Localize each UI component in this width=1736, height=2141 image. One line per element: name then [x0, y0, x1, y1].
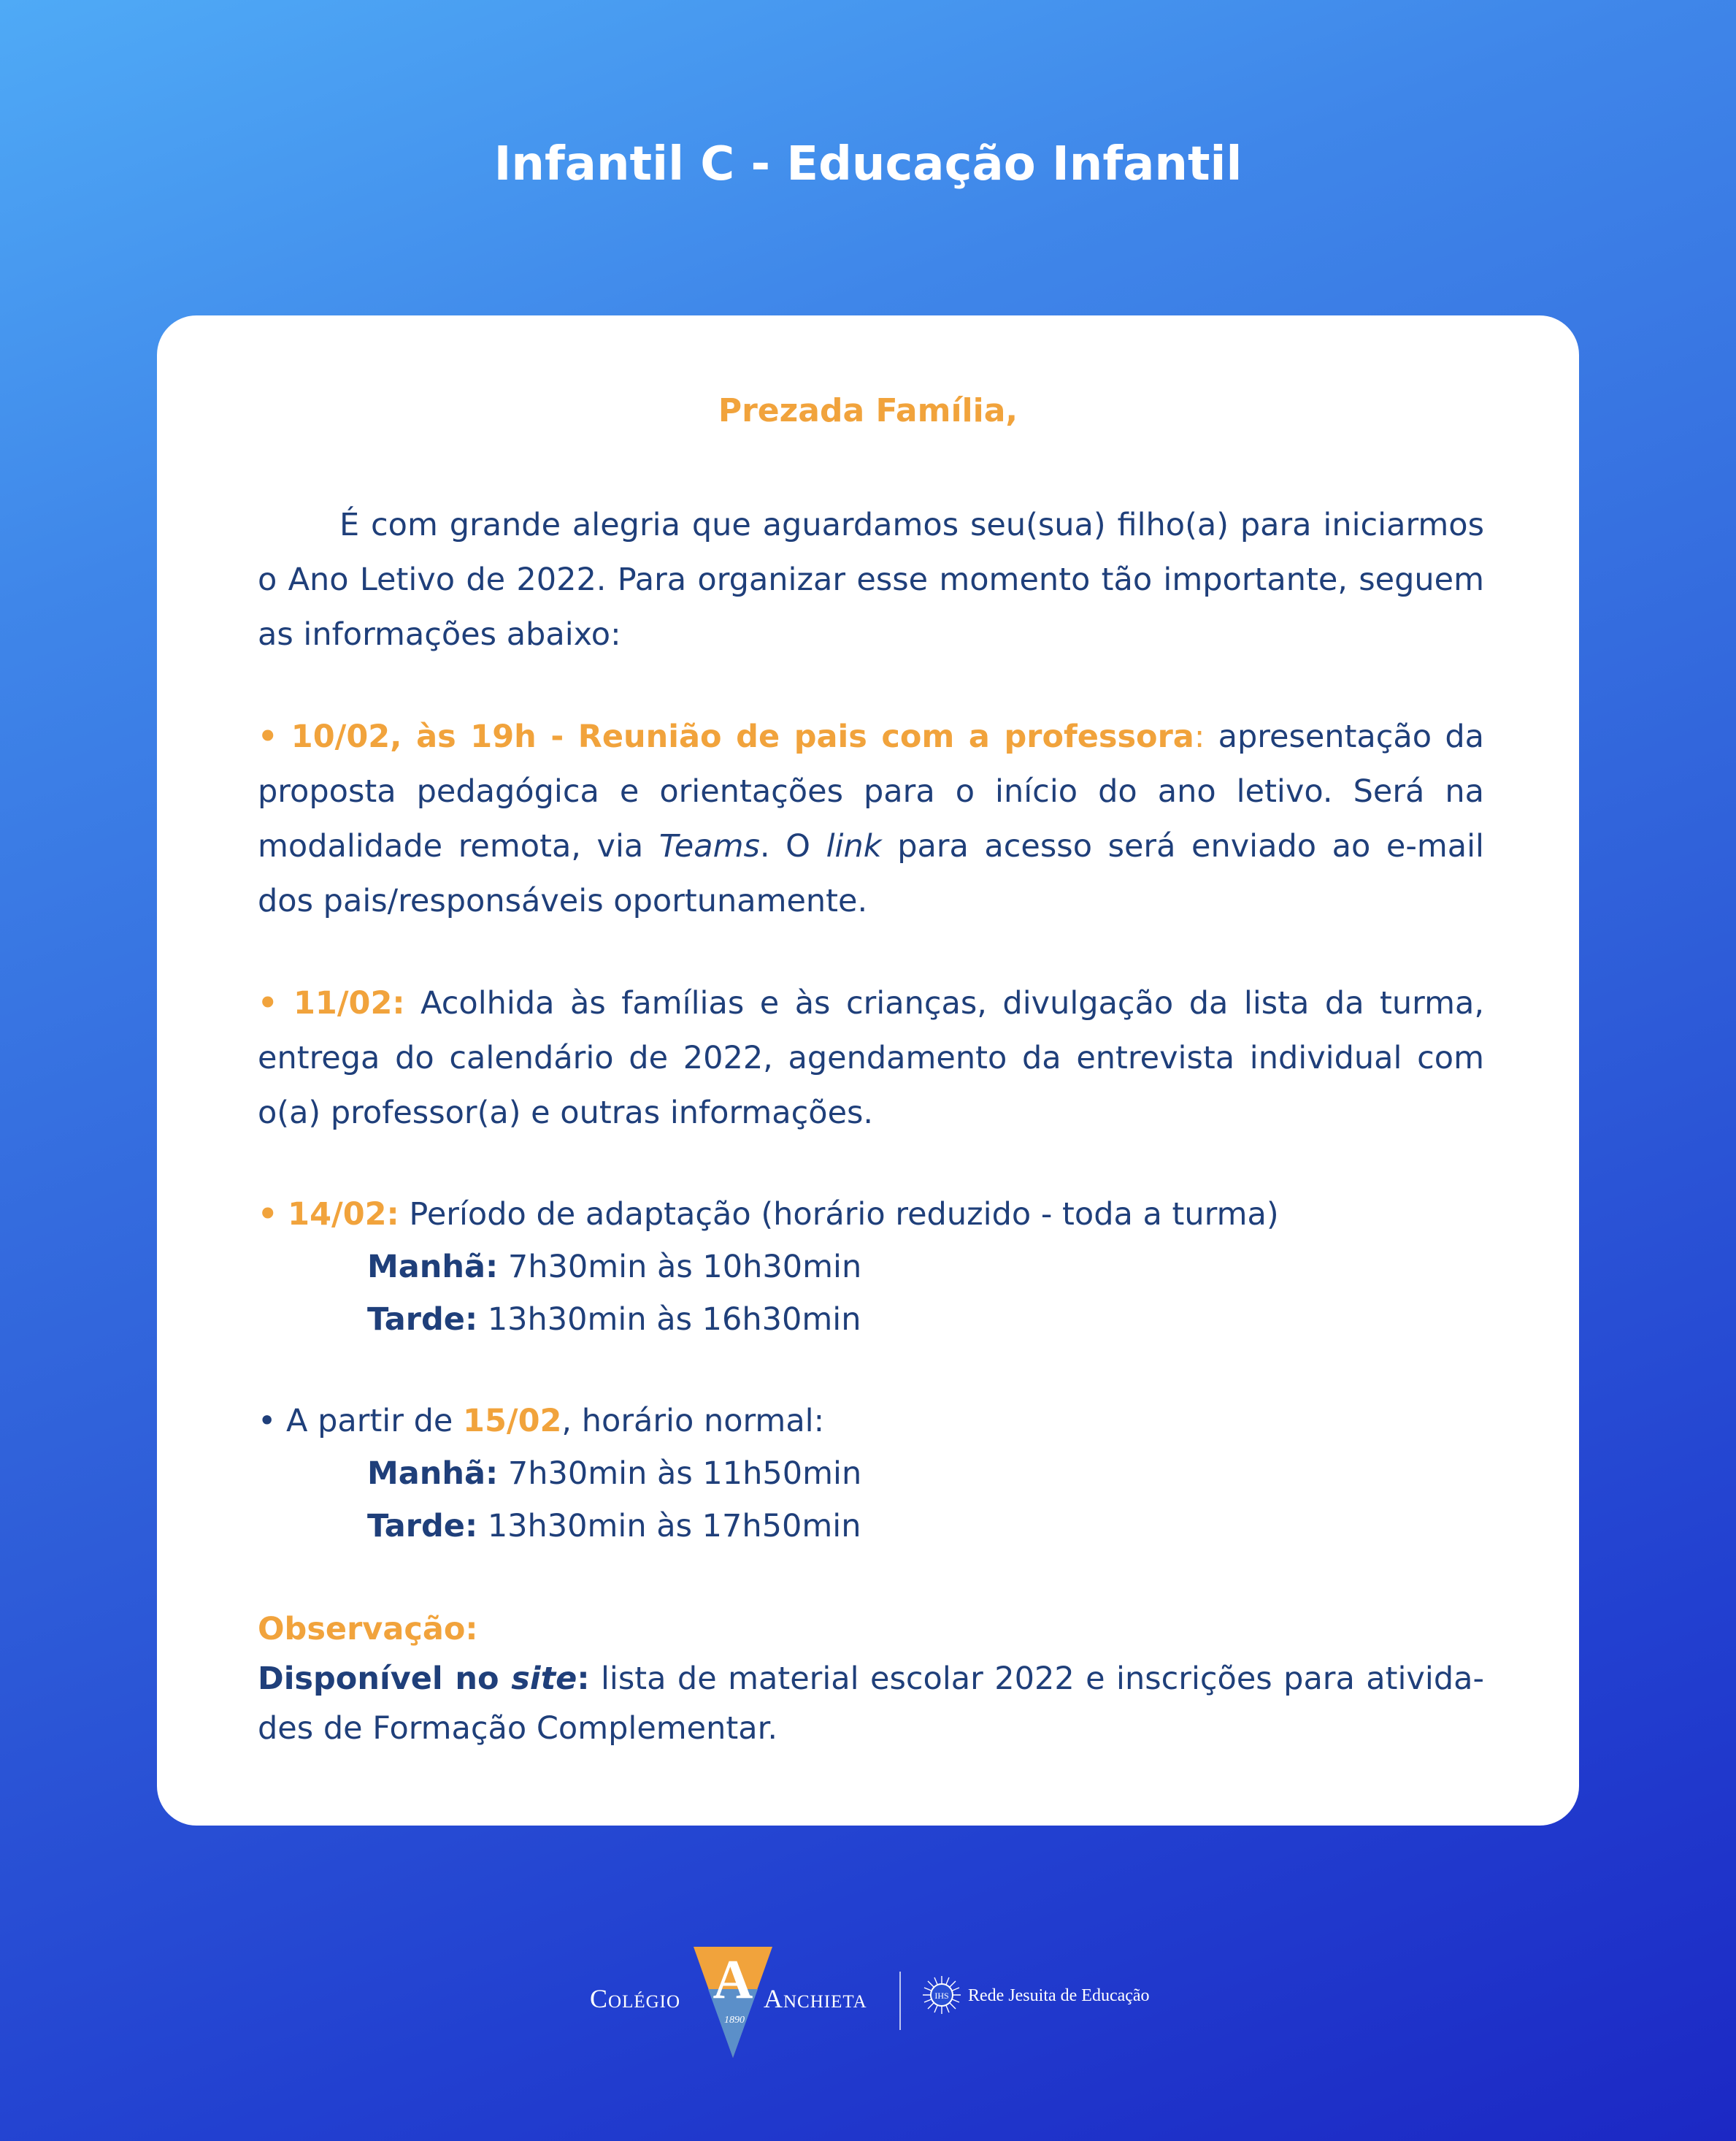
meeting-highlight: 10/02, às 19h - Reunião de pais com a professora — [291, 719, 1194, 755]
list-item-welcome — [258, 976, 1484, 1141]
observation-label: Disponível no — [258, 1661, 512, 1697]
bullet: • — [258, 719, 278, 755]
meeting-text-a: apresentação da proposta pedagógica e orientações para o início do ano letivo. Será na modalidade remota, via — [258, 719, 1485, 865]
list-item-meeting — [258, 710, 1484, 929]
normal-morning — [258, 1447, 1484, 1500]
observation — [258, 1604, 1484, 1753]
school-logo-icon — [692, 1944, 774, 2061]
footer — [0, 1942, 1736, 2074]
afternoon-time: 13h30min às 16h30min — [477, 1301, 861, 1338]
letter-card — [157, 315, 1579, 1826]
normal-afternoon — [258, 1500, 1484, 1552]
morning-label: Manhã: — [367, 1455, 499, 1492]
intro-paragraph: É com grande alegria que aguardamos seu(sua) filho(a) para iniciarmos o Ano Letivo de 2022. Para organizar esse momento tão importante, seguem as informações abaixo: — [258, 507, 1484, 653]
greeting: Prezada Família, — [718, 392, 1018, 429]
bullet: • — [258, 1403, 277, 1439]
observation-title: Observação: — [258, 1611, 478, 1647]
site-word: site — [511, 1661, 577, 1697]
normal-text-b: , horário normal: — [561, 1403, 825, 1439]
adaptation-highlight: 14/02: — [288, 1196, 399, 1233]
footer-divider — [899, 1972, 901, 2030]
normal-highlight: 15/02 — [463, 1403, 562, 1439]
logo-year: 1890 — [724, 2015, 745, 2026]
afternoon-label: Tarde: — [367, 1508, 478, 1544]
normal-text-a: A partir de — [276, 1403, 464, 1439]
welcome-highlight: 11/02: — [293, 985, 405, 1022]
welcome-text: Acolhida às famílias e às crianças, divulgação da lista da turma, entrega do calendário de 2022, agendamento da entrevista individual com o(a) professor(a) e outras informações. — [258, 985, 1484, 1131]
morning-time: 7h30min às 10h30min — [498, 1249, 862, 1285]
meeting-text-b: . O — [759, 828, 826, 865]
observation-colon: : — [577, 1661, 590, 1697]
link-word: link — [826, 828, 882, 865]
morning-time: 7h30min às 11h50min — [498, 1455, 862, 1492]
adaptation-morning — [258, 1241, 1484, 1293]
school-name-left: Colégio — [590, 1984, 681, 2013]
morning-label: Manhã: — [367, 1249, 499, 1285]
list-item-normal-schedule — [258, 1395, 1484, 1552]
observation-text — [258, 1654, 1484, 1753]
meeting-text-c: para acesso será enviado ao e-mail dos pais/responsáveis oportunamente. — [258, 828, 1484, 919]
adaptation-text: Período de adaptação (horário reduzido - toda a turma) — [399, 1196, 1279, 1233]
seal-text: IHS — [934, 1991, 949, 2001]
list-item-adaptation — [258, 1188, 1484, 1346]
school-name-right: Anchieta — [764, 1984, 867, 2013]
network-name: Rede Jesuita de Educação — [968, 1986, 1150, 2005]
meeting-colon: : — [1194, 719, 1205, 755]
adaptation-afternoon — [258, 1293, 1484, 1346]
bullet: • — [258, 1196, 278, 1233]
logo-letter: A — [713, 1949, 753, 2010]
teams-word: Teams — [658, 828, 760, 865]
jesuit-seal-icon — [921, 1975, 962, 2015]
page-title: Infantil C - Educação Infantil — [493, 137, 1243, 191]
observation-body: lista de material escolar 2022 e inscrições para atividades de Formação Complementar. — [258, 1661, 1484, 1747]
afternoon-label: Tarde: — [367, 1301, 478, 1338]
bullet: • — [258, 985, 278, 1022]
afternoon-time: 13h30min às 17h50min — [477, 1508, 861, 1544]
